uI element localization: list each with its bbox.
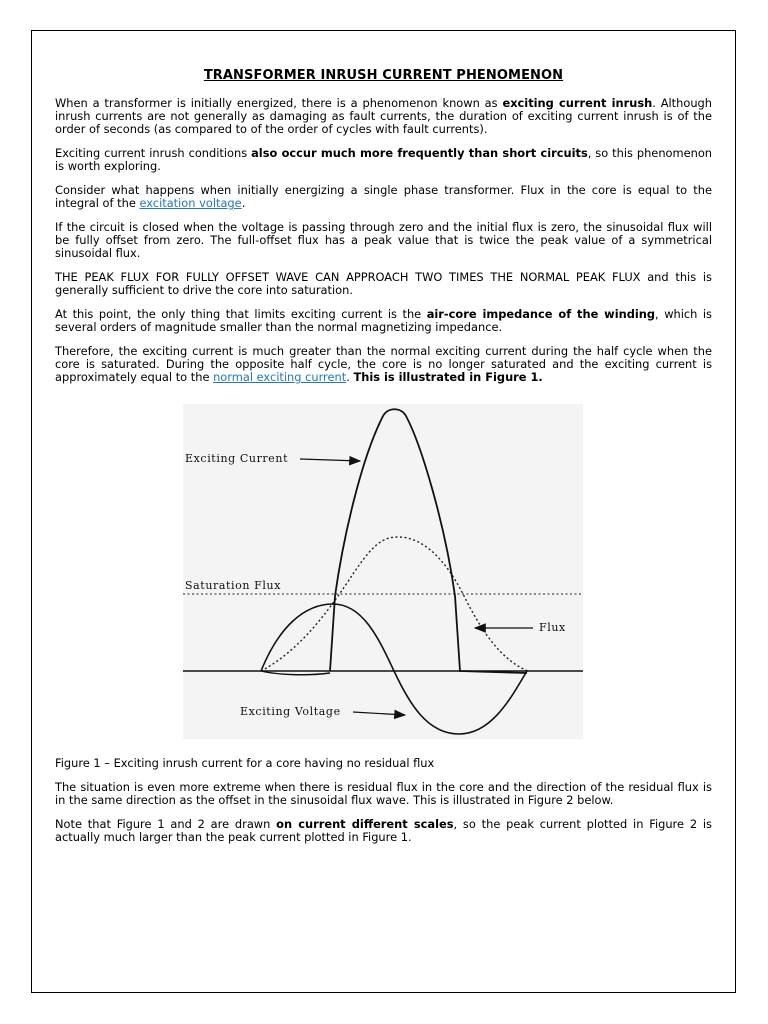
paragraph-frequency: Exciting current inrush conditions also occur much more frequently than short circuits, so this phenomenon is worth exploring. (55, 146, 713, 173)
paragraph-residual-flux: The situation is even more extreme when there is residual flux in the core and the direction of the residual flux is in the same direction as the offset in the sinusoidal flux wave. This is illustrated in Figure 2 below. (55, 780, 712, 807)
paragraph-peak-flux: THE PEAK FLUX FOR FULLY OFFSET WAVE CAN APPROACH TWO TIMES THE NORMAL PEAK FLUX and this is generally sufficient to drive the core into saturation. (55, 270, 712, 297)
paragraph-air-core: At this point, the only thing that limits exciting current is the air-core impedance of the winding, which is several orders of magnitude smaller than the normal magnetizing impedance. (55, 307, 712, 334)
label-exciting-voltage: Exciting Voltage (240, 705, 341, 718)
document-body (55, 68, 712, 855)
paragraph-intro: When a transformer is initially energized, there is a phenomenon known as exciting current inrush. Although inrush currents are not generally as damaging as fault currents, the duration of exciting current inrush is of the order of seconds (as compared to of the order of cycles with fault currents). (55, 96, 712, 136)
paragraph-saturation: Therefore, the exciting current is much greater than the normal exciting current during the half cycle when the core is saturated. During the opposite half cycle, the core is no longer saturated and the exciting current is approximately equal to the normal exciting current. This is illustrated in Figure 1. (55, 344, 712, 384)
arrow-exciting-current (300, 459, 360, 461)
flux-curve (261, 537, 528, 671)
label-flux: Flux (539, 621, 566, 634)
figure-1 (183, 404, 583, 739)
figure-caption: Figure 1 – Exciting inrush current for a core having no residual flux (55, 756, 435, 770)
paragraph-flux-integral: Consider what happens when initially energizing a single phase transformer. Flux in the core is equal to the integral of the excitation voltage. (55, 183, 712, 210)
excitation-voltage-link[interactable]: excitation voltage (139, 196, 242, 210)
inrush-diagram (183, 404, 583, 739)
paragraph-scale-note: Note that Figure 1 and 2 are drawn on current different scales, so the peak current plotted in Figure 2 is actually much larger than the peak current plotted in Figure 1. (55, 817, 712, 844)
normal-exciting-current-link[interactable]: normal exciting current (213, 370, 347, 384)
document-title: TRANSFORMER INRUSH CURRENT PHENOMENON (203, 68, 564, 83)
arrow-exciting-voltage (353, 712, 405, 715)
exciting-current-curve (330, 409, 527, 673)
label-exciting-current: Exciting Current (185, 452, 289, 465)
paragraph-offset-flux: If the circuit is closed when the voltage is passing through zero and the initial flux is zero, the sinusoidal flux will be fully offset from zero. The full-offset flux has a peak value that is twice the peak value of a symmetrical sinusoidal flux. (55, 220, 712, 260)
label-saturation-flux: Saturation Flux (185, 579, 281, 592)
